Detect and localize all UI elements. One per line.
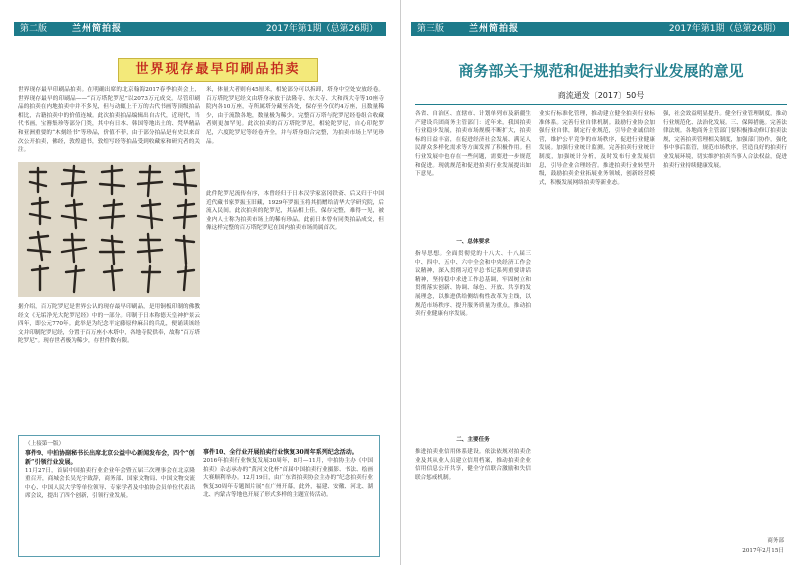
event-9-title: 事件9、中拍协副秘书长出席北京公益中心新闻发布会，四个“创新”引领行业发展。 — [25, 449, 195, 466]
section-1-body: 指导思想。全面贯彻党的十八大、十八届三中、四中、五中、六中全会和中央经济工作会议精神，深入贯彻习近平总书记系列重要讲话精神，坚持稳中求进工作总基调，牢固树立和贯彻落实创新、协调、绿色、开放、共享的发展理念，以推进供给侧结构性改革为主线，以规范市场秩序、提升服务质量为重点，推动拍卖行业健康有序发展。 — [415, 251, 531, 318]
article-column-3: 此件陀罗尼流传有序，本曾经归于日本汉学家富冈铁斋、后又归于中国近代藏书家罗振玉旧藏，1929年罗振玉将其捐赠给清华大学研究院，后流入民间。此次拍卖的陀罗尼，其品相上佳，保存完整，难得一见，被业内人士称为拍卖市场上的稀有珍品。此前日本曾有同类拍品成交，但像这样完整的百万塔陀罗尼在国内拍卖市场尚属首次。 — [206, 191, 384, 232]
signature-date: 2017年2月15日 — [742, 548, 784, 554]
section-2-body: 推进拍卖业信用体系建设。依法依规对拍卖企业及其从业人员建立信用档案，推动拍卖企业信用信息公开共享，健全守信联合激励和失信联合惩戒机制。 — [415, 449, 531, 481]
left-page-header — [14, 22, 386, 36]
publication-name: 兰州简拍报 — [72, 24, 123, 34]
article-title: 商务部关于规范和促进拍卖行业发展的意见 — [458, 62, 744, 80]
article-column-1: 世界现存最早印刷品拍卖。在明确出席的北京翰海2017春季拍卖会上，世界现存最早的印刷品——“百万塔陀罗尼”以2073万元成交。尽管印刷品的拍卖在内地拍卖中并不多见，但与动辄上千万的古代书画等顶级拍品相比，古籍拍卖中的价值连城。此次拍卖拍品编辑出自古代，近现代，当代书画，宝簪集珍等部分门类，其中有日本、韩国等地出土的、梵华精品和亚洲重要的“木刻经书”等珍品，价值不菲，由于部分拍品是有史以来首次公开拍卖，佛经，敦煌遗书，敦煌写经等拍品受到收藏家和研究者的关注。 — [18, 87, 200, 154]
publication-name: 兰州简拍报 — [469, 24, 520, 34]
article-column-3: 强，社会效益明显提升。健全行业管理制度，推动行业规范化、法治化发展。三、保障措施。完善法律法规。各地商务主管部门要积极推动修订拍卖法规，完善拍卖管理相关制度，加强部门协作，强化事中事后监管，规范市场秩序，营造良好的拍卖行业发展环境，切实维护拍卖当事人合法权益，促进拍卖行业持续健康发展。 — [663, 111, 787, 169]
event-10-body: 2016年拍卖行业恢复发展30周年，8月—11月，中拍协主办《中国拍卖》杂志承办的“黄河文化杯”首届中国拍卖行业摄影、书法、绘画大赛顺利举办。12月19日，由广东省拍卖协会主办的“纪念拍卖行业恢复30周年专题图片展”在广州开幕，此外，福建、安徽、河北、湖北、内蒙古等地也开展了形式多样的主题宣传活动。 — [203, 458, 373, 499]
photo-caption: 据介绍，百万陀罗尼是世界公认的现存最早印刷品，是用铜板印制的佛教经文《无垢净光大陀罗尼经》中的一部分。印制于日本称德天皇神护景云四年，即公元770年。此举是为纪念平定藤原仲麻吕的兵乱，便诵读该经文并印制陀罗尼经，分置于百万座小木塔中，各地寺院供奉，故称“百万塔陀罗尼”。现存世者极为稀少，存世件数有限。 — [18, 304, 200, 345]
article-column-2: 米，体量大者则有45厘米，相轮部分可以拆卸，塔身中空处安放经卷。百万塔陀罗尼经文由塔身承放于法隆寺、东大寺、大和西大寺等10座寺院内各10万座，寺所属塔分藏至各处，保存至今仅约4万座，且数量稀少，由于流散各地，数量极为稀少。完整百万塔与陀罗尼经卷组合收藏者则更加罕见。此次拍卖的百万塔陀罗尼，相轮陀罗尼，自心印陀罗尼，六度陀罗尼等经卷齐全，并与塔身组合完整，为拍卖市场上罕见珍品。 — [206, 87, 384, 145]
right-page-header — [411, 22, 789, 36]
section-1-title: 一、总体要求 — [456, 239, 490, 245]
title-divider — [415, 104, 787, 105]
right-page — [400, 0, 800, 565]
document-number: 商流通发〔2017〕50号 — [557, 91, 645, 100]
manuscript-photo — [18, 162, 200, 297]
section-2-title: 二、主要任务 — [456, 437, 490, 443]
event-10-title: 事件10、全行业开展拍卖行业恢复30周年系列纪念活动。 — [203, 449, 358, 456]
event-9-body: 11月27日，首届中国拍卖行业企业年会暨五届三次理事会在北京隆重召开，商城会长吴光宇致辞，商务部、国家文物局、中国文物交流中心、中国人民大学等单位领导、专家学者及中拍协会员单位代表出席会议，提出了四个创新，引领行业发展。 — [25, 467, 195, 500]
signature: 商务部 — [767, 538, 784, 544]
article-title: 世界现存最早印刷品拍卖 — [135, 62, 301, 77]
event-9 — [25, 436, 195, 501]
continued-label: （上接第一版） — [25, 441, 65, 447]
edition-label: 第三版 — [417, 24, 445, 34]
calligraphy-image — [18, 162, 200, 297]
event-10 — [203, 436, 373, 500]
news-callout-box — [18, 435, 380, 557]
edition-label: 第二版 — [20, 24, 48, 34]
article-title-box — [118, 58, 318, 82]
issue-label: 2017年第1期（总第26期） — [265, 24, 378, 34]
issue-label: 2017年第1期（总第26期） — [668, 24, 781, 34]
article-column-2: 业实行标准化管理，推动建立健全拍卖行业标准体系。完善行业自律机制。鼓励行业协会加强行业自律，制定行业规范，引导企业诚信经营，维护公平竞争的市场秩序，促进行业健康发展。加强行业统计监测。完善拍卖行业统计制度，加强统计分析，及时发布行业发展信息，引导企业合理经营。推进拍卖行业转型升级，鼓励拍卖企业拓展业务领域，创新经营模式，积极发展网络拍卖等新业态。 — [539, 111, 655, 186]
article-intro: 各省、自治区、直辖市、计划单列市及新疆生产建设兵团商务主管部门：近年来，我国拍卖行业稳步发展，拍卖市场规模不断扩大，拍卖标的日益丰富，在促进经济社会发展、满足人民群众多样化需求等方面发挥了积极作用。但行业发展中也存在一些问题，需要进一步规范和促进。现就规范和促进拍卖行业发展提出如下意见。 — [415, 111, 531, 178]
